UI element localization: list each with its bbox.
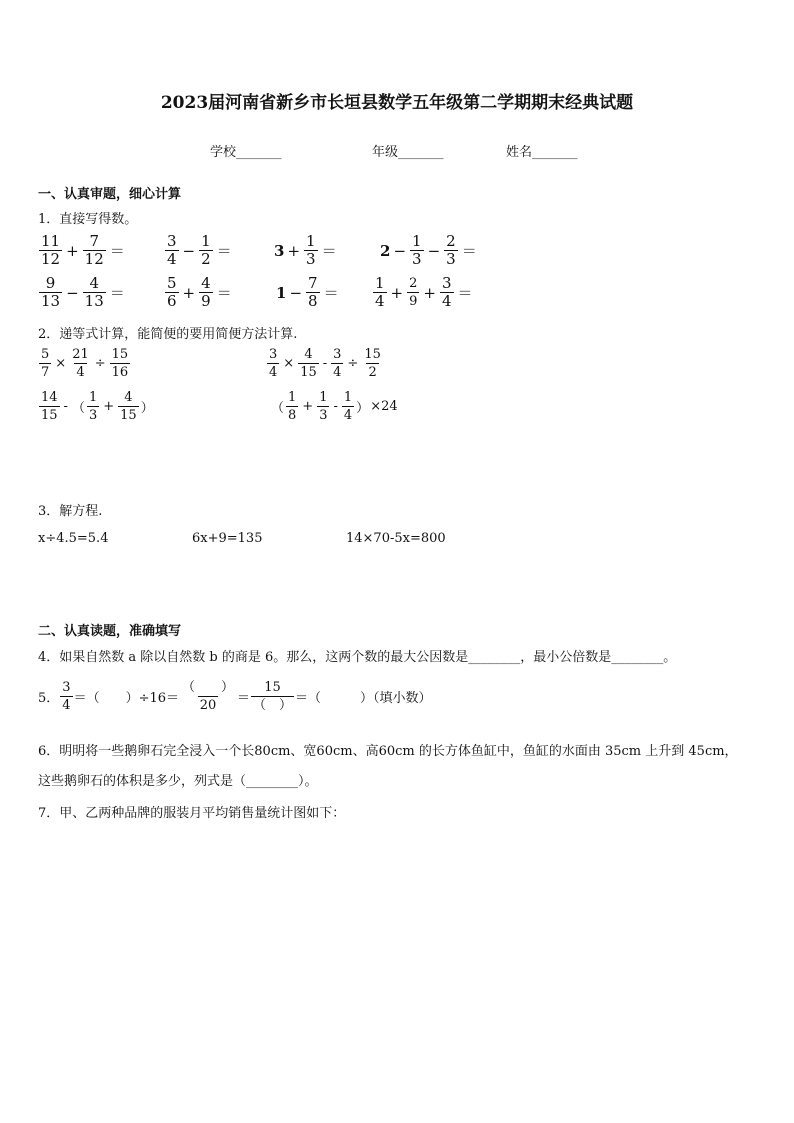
q2-expr-3: $\frac{14}{15}$ - （ $\frac{1}{3}$ + $\frac{4}{15}$ ） <box>41 390 154 423</box>
q3-eq-1: x÷4.5=5.4 <box>38 531 109 546</box>
q2-expr-1: $\frac{5}{7}$ × $\frac{21}{4}$ ÷ $\frac{15}{16}$ <box>41 347 129 380</box>
grade-field[interactable]: 年级_______ <box>372 145 444 160</box>
section-2-heading: 二、认真读题，准确填写 <box>38 624 182 639</box>
q4-text: 4．如果自然数 a 除以自然数 b 的商是 6。那么，这两个数的最大公因数是________，最小公倍数是________。 <box>38 650 677 665</box>
q6-line-1: 6．明明将一些鹅卵石完全浸入一个长80cm、宽60cm、高60cm 的长方体鱼缸中，鱼缸的水面由 35cm 上升到 45cm， <box>38 744 738 759</box>
q1-r2-d: $\frac{1}{4}$ + $\frac{2}{9}$ + $\frac{3}{4}$ ＝ <box>375 274 473 310</box>
q1-r1-d: 2 − $\frac{1}{3}$ − $\frac{2}{3}$ ＝ <box>380 232 477 268</box>
name-field[interactable]: 姓名_______ <box>506 145 578 160</box>
q1-r1-b: $\frac{3}{4}$ − $\frac{1}{2}$ ＝ <box>167 232 232 268</box>
q2-label: 2．递等式计算，能简便的要用简便方法计算. <box>38 327 298 342</box>
section-1-heading: 一、认真审题，细心计算 <box>38 187 182 202</box>
q5-expr: 5． $\frac{3}{4}$ ＝（ ）÷16＝ $\frac{( )}{20}$ ＝ $\frac{15}{( )}$ ＝（ ）（填小数） <box>38 680 432 713</box>
q1-r1-c: 3 + $\frac{1}{3}$ ＝ <box>274 232 337 268</box>
q1-label: 1．直接写得数。 <box>38 212 138 227</box>
q3-eq-2: 6x+9=135 <box>192 531 263 546</box>
q6-line-2: 这些鹅卵石的体积是多少，列式是（________）。 <box>38 774 318 789</box>
q3-label: 3．解方程. <box>38 504 103 519</box>
q2-expr-2: $\frac{3}{4}$ × $\frac{4}{15}$ - $\frac{3}{4}$ ÷ $\frac{15}{2}$ <box>269 347 381 380</box>
school-field[interactable]: 学校_______ <box>210 145 282 160</box>
q1-r2-b: $\frac{5}{6}$ + $\frac{4}{9}$ ＝ <box>167 274 232 310</box>
page-title: 2023届河南省新乡市长垣县数学五年级第二学期期末经典试题 <box>160 93 634 113</box>
q1-r2-a: $\frac{9}{13}$ − $\frac{4}{13}$ ＝ <box>41 274 125 310</box>
q7-text: 7．甲、乙两种品牌的服装月平均销售量统计图如下： <box>38 806 346 821</box>
q1-r1-a: $\frac{11}{12}$ + $\frac{7}{12}$ ＝ <box>41 232 125 268</box>
q3-eq-3: 14×70-5x=800 <box>346 531 446 546</box>
q2-expr-4: （ $\frac{1}{8}$ + $\frac{1}{3}$ - $\frac{1}{4}$ ） ×24 <box>271 390 398 423</box>
q1-r2-c: 1 − $\frac{7}{8}$ ＝ <box>276 274 339 310</box>
